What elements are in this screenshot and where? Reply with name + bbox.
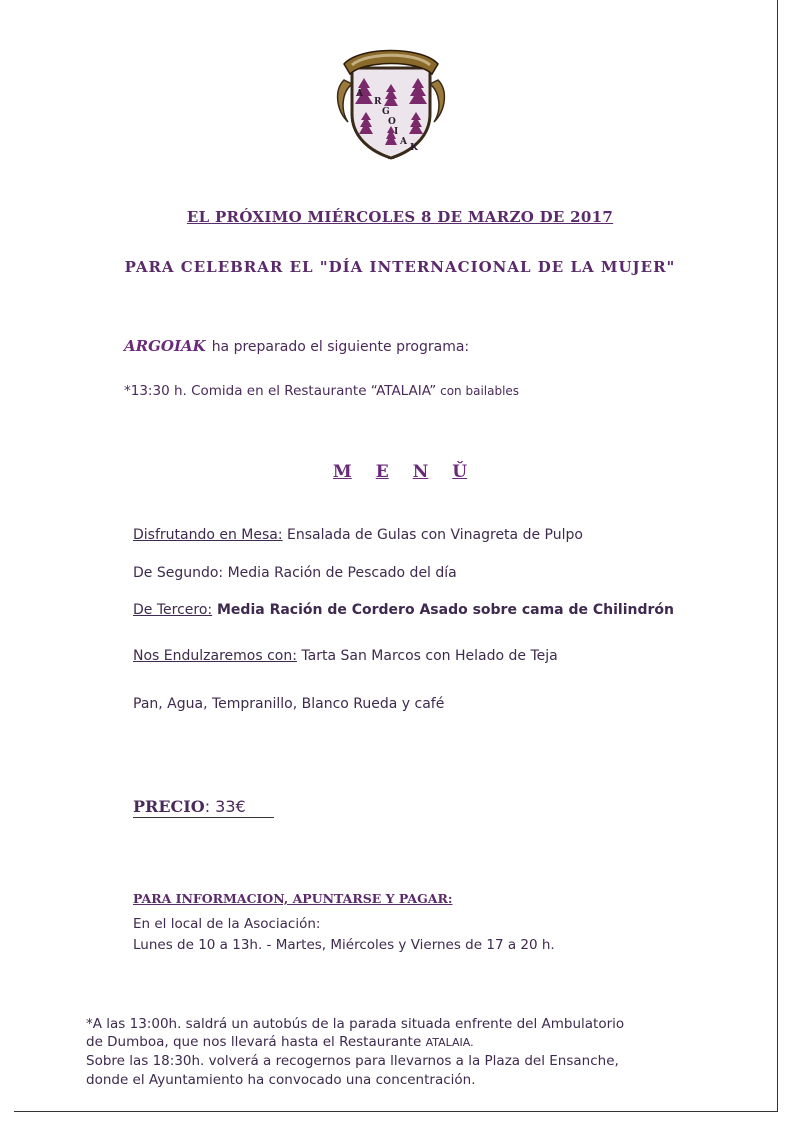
bus-note-line — [86, 1034, 474, 1050]
menu-item-text: Ensalada de Gulas con Vinagreta de Pulpo — [282, 527, 583, 543]
info-heading: PARA INFORMACION, APUNTARSE Y PAGAR: — [133, 891, 453, 906]
svg-text:I: I — [394, 127, 399, 137]
bus-note-line: donde el Ayuntamiento ha convocado una concentración. — [86, 1072, 476, 1088]
event-date-heading: EL PRÓXIMO MIÉRCOLES 8 DE MARZO DE 2017 — [186, 208, 614, 226]
menu-letter: Ǔ — [452, 462, 468, 482]
event-purpose-heading: PARA CELEBRAR EL "DÍA INTERNACIONAL DE LA MUJER" — [124, 258, 676, 276]
lunch-main: *13:30 h. Comida en el Restaurante “ATALAIA” — [124, 383, 437, 399]
bus-note-line: Sobre las 18:30h. volverá a recogernos para llevarnos a la Plaza del Ensanche, — [86, 1053, 619, 1069]
menu-item-tercero — [133, 602, 674, 618]
info-location: En el local de la Asociación: — [133, 916, 321, 932]
price-value: : 33€ — [204, 797, 246, 816]
bus-note-text: de Dumboa, que nos llevará hasta el Restaurante — [86, 1034, 426, 1050]
association-crest-logo — [330, 40, 452, 162]
menu-item-postre — [133, 648, 558, 664]
menu-title — [0, 462, 800, 482]
svg-text:G: G — [382, 107, 390, 117]
menu-item-label: De Segundo: — [133, 565, 224, 581]
price — [133, 797, 274, 818]
lunch-line — [124, 383, 519, 399]
menu-item-entrante — [133, 527, 583, 543]
svg-text:R: R — [374, 97, 382, 107]
restaurant-name: ATALAIA. — [425, 1036, 474, 1049]
menu-item-text: Media Ración de Pescado del día — [223, 565, 457, 581]
page-border-right — [777, 0, 778, 1112]
lunch-extra: con bailables — [436, 384, 520, 398]
menu-item-label: Disfrutando en Mesa: — [133, 527, 283, 543]
menu-letter: M — [332, 462, 352, 482]
menu-item-text: Tarta San Marcos con Helado de Teja — [296, 648, 558, 664]
menu-item-label: Nos Endulzaremos con: — [133, 648, 297, 664]
price-label: PRECIO — [133, 797, 205, 816]
svg-text:A: A — [356, 89, 363, 99]
info-schedule: Lunes de 10 a 13h. - Martes, Miércoles y Viernes de 17 a 20 h. — [133, 937, 555, 953]
menu-item-text: Media Ración de Cordero Asado sobre cama de Chilindrón — [212, 602, 674, 618]
menu-letter: N — [412, 462, 429, 482]
program-intro — [124, 337, 469, 355]
intro-text: ha preparado el siguiente programa: — [211, 339, 470, 355]
bus-note-line: *A las 13:00h. saldrá un autobús de la parada situada enfrente del Ambulatorio — [86, 1016, 625, 1032]
brand-name: ARGOIAK — [124, 337, 206, 355]
menu-letter: E — [375, 462, 389, 482]
svg-text:O: O — [388, 117, 396, 127]
menu-extras: Pan, Agua, Tempranillo, Blanco Rueda y café — [133, 696, 445, 712]
page-border-bottom — [14, 1111, 778, 1112]
menu-item-label: De Tercero: — [133, 602, 213, 618]
svg-text:A: A — [400, 137, 407, 147]
menu-item-segundo — [133, 565, 457, 581]
svg-text:K: K — [410, 143, 418, 153]
